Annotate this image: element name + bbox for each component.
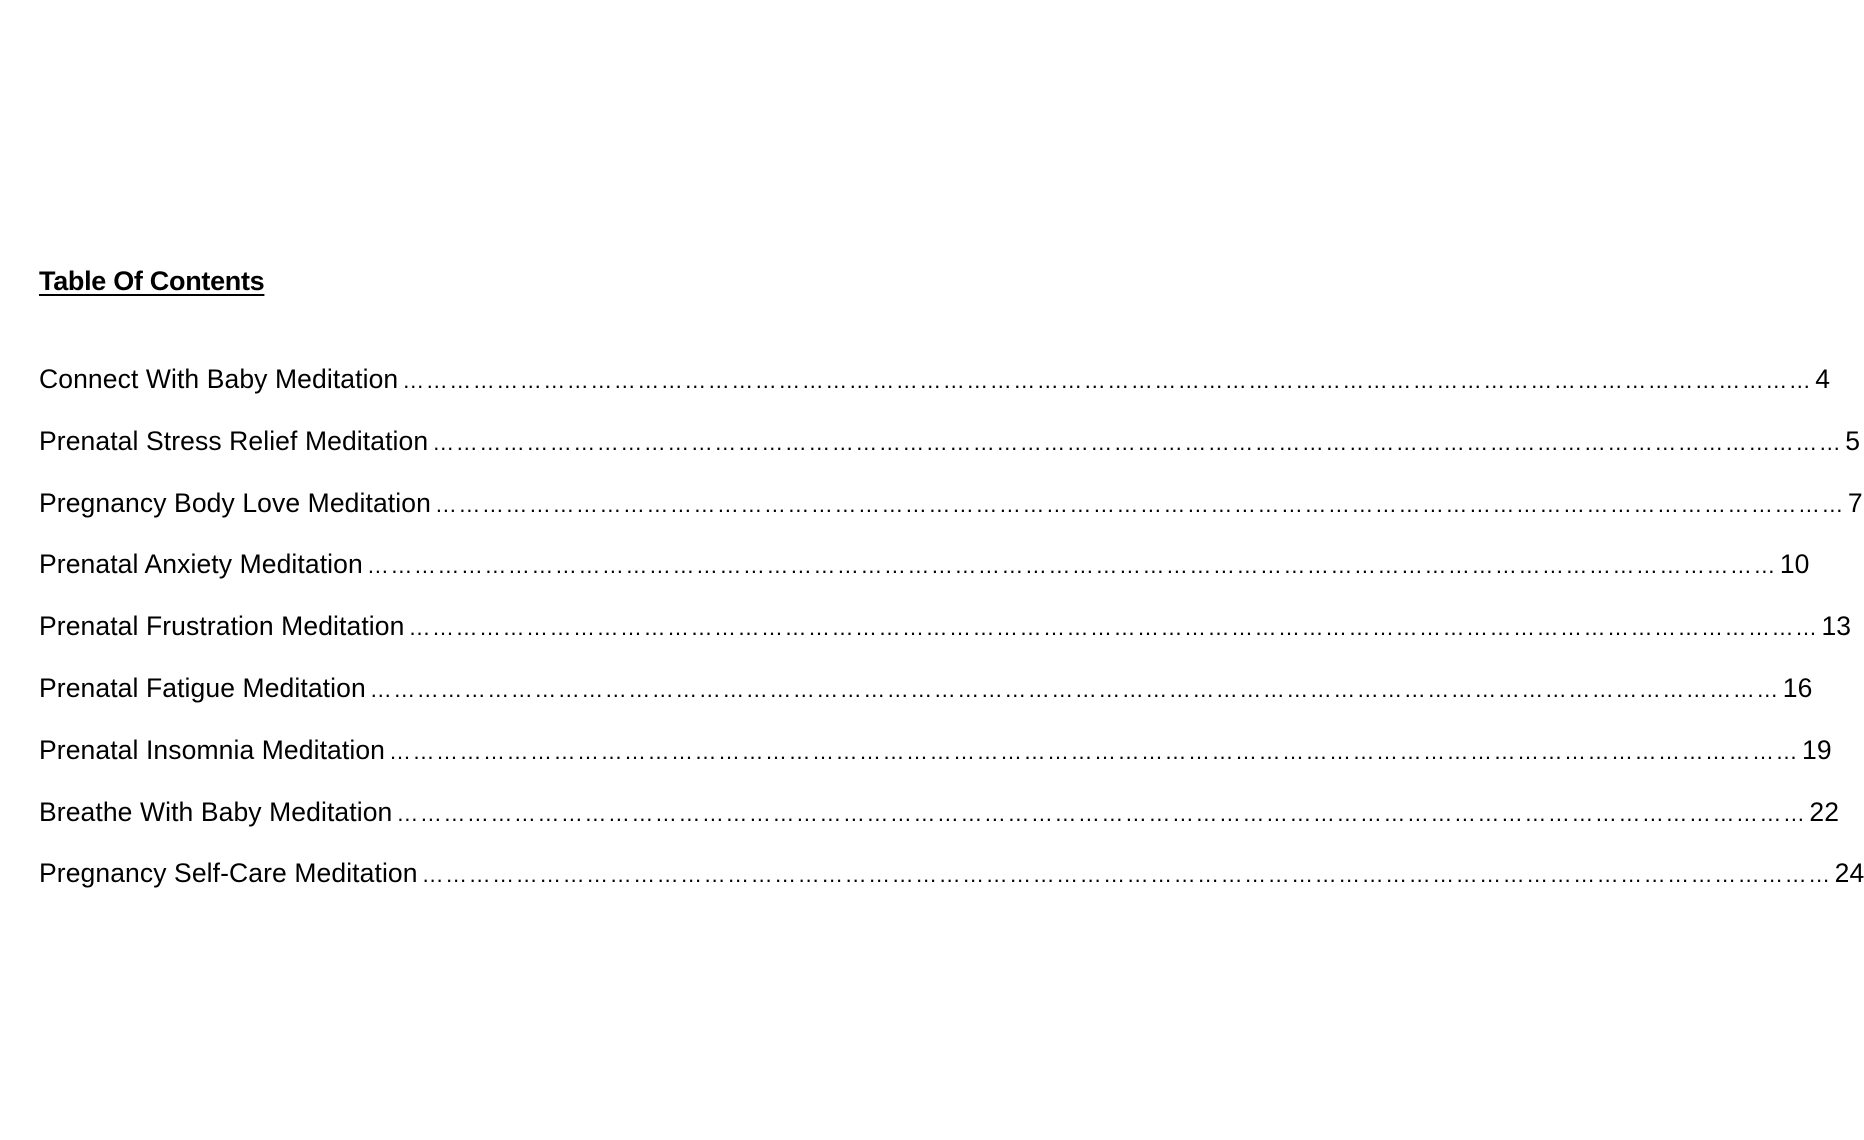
toc-entry-body-love <box>39 487 1863 550</box>
toc-dot-leader: ……………………………………………………………………………………………………………………………………………………………… <box>421 862 1832 888</box>
toc-dot-leader: ……………………………………………………………………………………………………………………………………………………………… <box>389 738 1800 764</box>
toc-page-number: 19 <box>1802 734 1832 765</box>
toc-page-number: 24 <box>1834 858 1864 889</box>
toc-dot-leader: ……………………………………………………………………………………………………………………………………………………………… <box>366 553 1777 579</box>
toc-entry-fatigue <box>39 672 1813 735</box>
toc-dot-leader: ……………………………………………………………………………………………………………………………………………………………… <box>396 800 1807 826</box>
toc-entry-title: Prenatal Stress Relief Meditation <box>39 425 429 456</box>
toc-entry-frustration <box>39 611 1852 673</box>
toc-entry-title: Prenatal Insomnia Meditation <box>39 734 386 765</box>
toc-entry-title: Prenatal Frustration Meditation <box>39 611 405 642</box>
toc-heading: Table Of Contents <box>39 266 265 296</box>
toc-page-number: 5 <box>1845 425 1861 456</box>
toc-dot-leader: ……………………………………………………………………………………………………………………………………………………………… <box>432 429 1843 455</box>
toc-entry-title: Pregnancy Body Love Meditation <box>39 487 431 518</box>
toc-dot-leader: ……………………………………………………………………………………………………………………………………………………………… <box>402 368 1813 393</box>
toc-entry-connect-with-baby <box>39 364 1831 426</box>
toc-page-number: 7 <box>1847 487 1863 518</box>
toc-entry-self-care <box>39 858 1864 920</box>
toc-page-number: 13 <box>1821 611 1852 642</box>
toc-page-number: 4 <box>1815 364 1831 394</box>
toc-page-number: 10 <box>1779 549 1810 580</box>
toc-dot-leader: ……………………………………………………………………………………………………………………………………………………………… <box>408 615 1819 641</box>
toc-entry-insomnia <box>39 734 1832 797</box>
toc-entry-breathe-with-baby <box>39 796 1840 859</box>
toc-entry-title: Pregnancy Self-Care Meditation <box>39 858 418 889</box>
toc-list <box>39 364 1864 920</box>
toc-entry-anxiety <box>39 549 1810 611</box>
toc-entry-title: Prenatal Anxiety Meditation <box>39 549 363 580</box>
toc-entry-title: Prenatal Fatigue Meditation <box>39 672 366 703</box>
toc-dot-leader: ……………………………………………………………………………………………………………………………………………………………… <box>434 491 1845 517</box>
toc-page-number: 22 <box>1809 796 1840 827</box>
toc-entry-stress-relief <box>39 425 1861 488</box>
toc-dot-leader: ……………………………………………………………………………………………………………………………………………………………… <box>369 676 1780 702</box>
toc-page-number: 16 <box>1782 672 1813 703</box>
toc-entry-title: Breathe With Baby Meditation <box>39 796 393 827</box>
toc-entry-title: Connect With Baby Meditation <box>39 364 399 394</box>
